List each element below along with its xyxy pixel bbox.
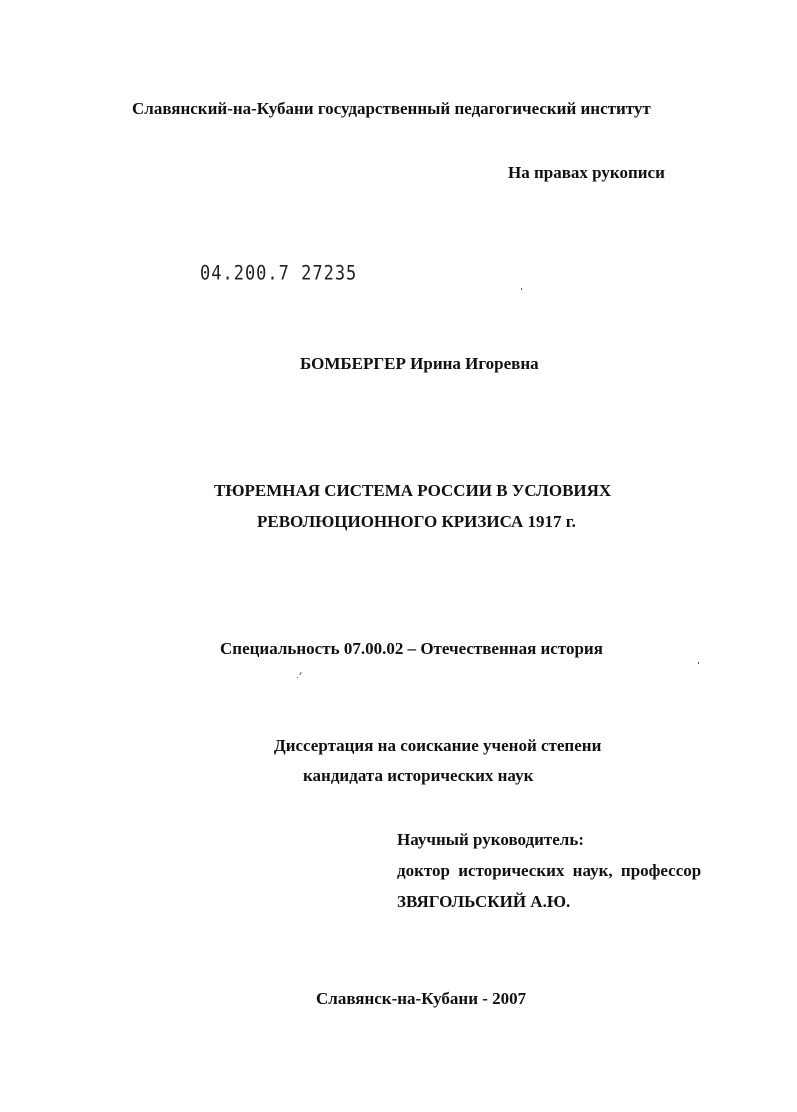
thesis-title-line-1: ТЮРЕМНАЯ СИСТЕМА РОССИИ В УСЛОВИЯХ	[214, 481, 612, 500]
scan-speck	[299, 672, 301, 675]
dissertation-line-1: Диссертация на соискание ученой степени	[274, 736, 602, 755]
registry-number-stamp: 04.200.7 27235	[200, 262, 358, 285]
author-name: БОМБЕРГЕР Ирина Игоревна	[300, 354, 539, 373]
institute-name: Славянский-на-Кубани государственный педагогический институт	[132, 99, 651, 118]
city-year: Славянск-на-Кубани - 2007	[316, 989, 527, 1008]
thesis-title-line-2: РЕВОЛЮЦИОННОГО КРИЗИСА 1917 г.	[257, 512, 576, 531]
manuscript-rights-note: На правах рукописи	[508, 163, 665, 182]
dissertation-line-2: кандидата исторических наук	[303, 766, 534, 785]
scan-speck	[297, 677, 298, 678]
advisor-label: Научный руководитель:	[397, 830, 584, 849]
advisor-degree: доктор исторических наук, профессор	[397, 861, 702, 880]
scan-speck	[698, 662, 699, 664]
scan-speck	[521, 288, 522, 290]
advisor-name: ЗВЯГОЛЬСКИЙ А.Ю.	[397, 892, 571, 911]
specialty-line: Специальность 07.00.02 – Отечественная история	[220, 639, 603, 658]
